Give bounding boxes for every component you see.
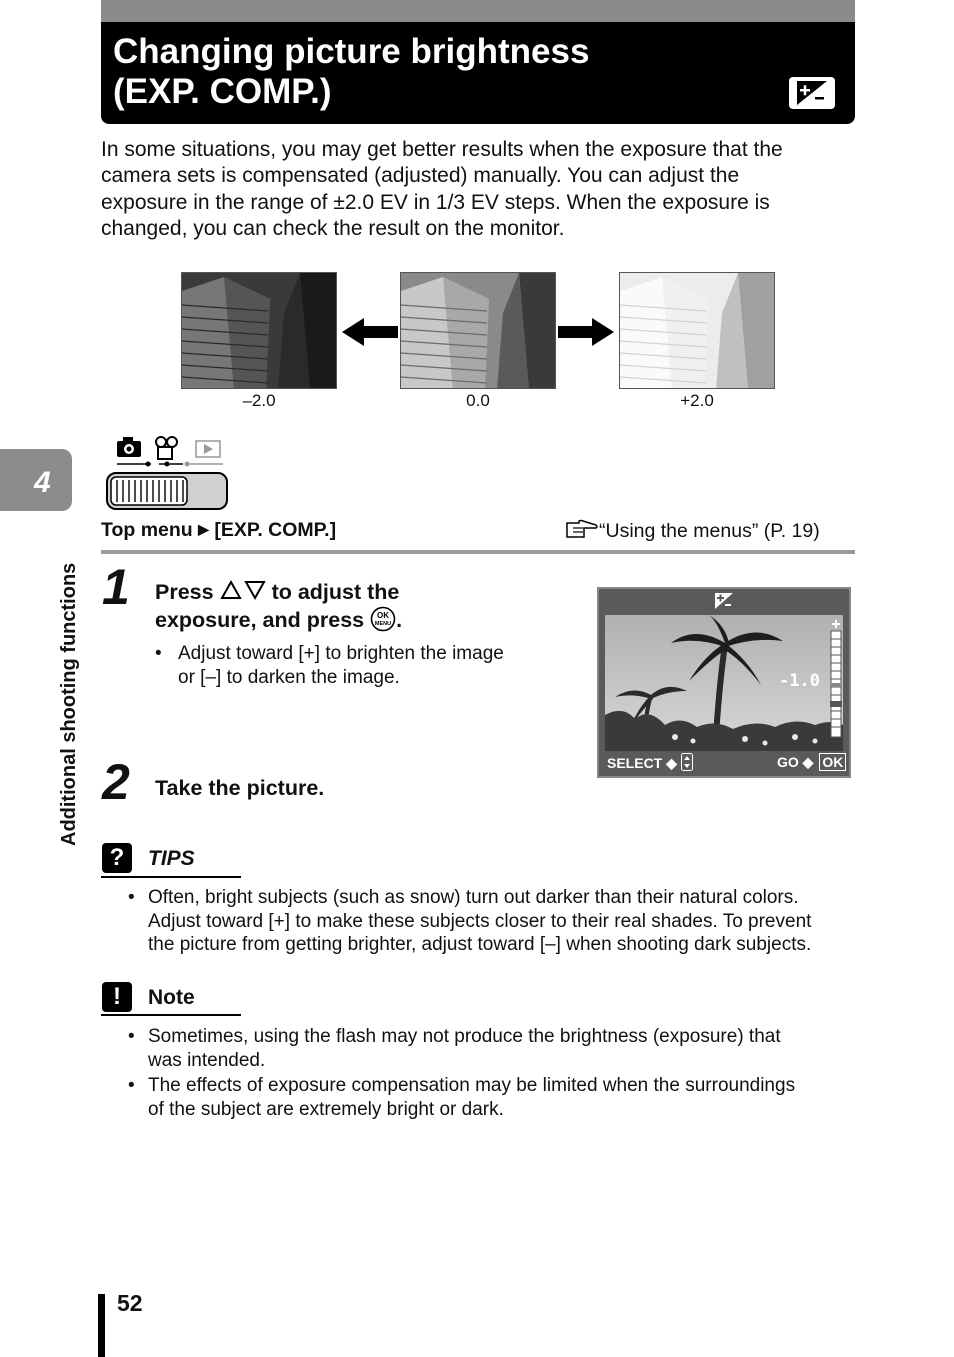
tips-line: Adjust toward [+] to make these subjects closer to their real shades. To prevent [148,910,812,932]
bullet-dot: • [128,887,135,908]
chapter-number: 4 [34,466,51,499]
ev-label: +2.0 [680,391,714,410]
lcd-exposure-icon [714,592,734,615]
lcd-go-label: GO [777,754,799,770]
diamond-arrow-icon: ◆ [666,755,677,771]
svg-text:MENU: MENU [375,621,392,627]
note-item [128,1074,858,1121]
svg-text:OK: OK [377,611,390,620]
note-line: The effects of exposure compensation may be limited when the surroundings [148,1075,796,1096]
example-photo-dark [181,272,337,389]
lcd-ok-label: OK [819,753,846,771]
diamond-arrow-icon: ◆ [802,754,814,770]
intro-line: camera sets is compensated (adjusted) manually. You can adjust the [101,164,740,188]
ok-menu-button-icon [370,606,396,639]
note-heading: Note [148,986,195,1009]
step-2-instruction: Take the picture. [155,776,325,800]
title-top-band [101,0,855,22]
note-item [128,1025,858,1072]
intro-line: exposure in the range of ±2.0 EV in 1/3 EV steps. When the exposure is [101,190,770,214]
tips-line: the picture from getting brighter, adjust toward [–] when shooting dark subjects. [148,934,812,955]
step-number: 1 [102,559,130,615]
step-1-press-label: Press [155,580,214,604]
exposure-compensation-icon [789,77,835,109]
section-divider [101,550,855,554]
page-number: 52 [117,1290,143,1316]
arrow-left-icon [342,318,398,351]
camera-monitor-screen [597,587,851,778]
step-1-tip-line: Adjust toward [+] to brighten the image [178,643,504,664]
step-1-instruction-line-1 [155,578,399,608]
tips-item [128,886,858,957]
intro-line: changed, you can check the result on the monitor. [101,216,565,240]
lcd-exposure-value: -1.0 [779,671,820,691]
ev-label: –2.0 [242,391,276,410]
menu-path [101,519,336,542]
tips-heading: TIPS [148,847,195,870]
chapter-title: Additional shooting functions [58,562,80,846]
lcd-go-hint [777,753,846,771]
note-line: was intended. [148,1049,266,1071]
question-mark-icon: ? [102,843,132,873]
tips-line: Often, bright subjects (such as snow) turn out darker than their natural colors. [148,887,799,908]
menu-path-start: Top menu [101,519,193,541]
step-1-instruction-line-2 [155,606,402,639]
up-down-key-icon [681,753,693,774]
page-number-bar [98,1294,105,1357]
lcd-select-hint [607,753,693,774]
intro-paragraph [101,137,861,242]
mode-dial-icon [105,433,231,518]
ev-label: 0.0 [466,391,490,410]
menu-reference [565,519,820,545]
step-1-exposure-label: exposure, and press [155,608,365,632]
pointing-hand-icon [565,519,599,545]
step-number: 2 [102,754,130,810]
title-box [101,22,855,124]
page-title-line-1: Changing picture brightness [113,32,590,71]
step-1-tip-line: or [–] to darken the image. [178,667,400,688]
page-title-line-2: (EXP. COMP.) [113,72,332,111]
intro-line: In some situations, you may get better results when the exposure that the [101,138,783,161]
bullet-dot: • [128,1026,135,1047]
step-1-tip [155,642,555,690]
triangle-right-icon: ▶ [198,521,209,537]
note-line: Sometimes, using the flash may not produce the brightness (exposure) that [148,1026,781,1047]
bullet-dot: • [155,643,162,664]
tips-underline [101,876,241,878]
bullet-dot: • [128,1075,135,1096]
step-1-adjust-label: to adjust the [271,580,400,604]
menu-reference-text: “Using the menus” (P. 19) [599,520,820,542]
note-underline [101,1014,241,1016]
example-photo-normal [400,272,556,389]
menu-path-end: [EXP. COMP.] [214,519,337,541]
arrow-right-icon [558,318,614,351]
exclamation-icon: ! [102,982,132,1012]
lcd-select-label: SELECT [607,755,663,771]
period: . [396,608,403,632]
example-photo-bright [619,272,775,389]
up-down-arrows-icon [220,579,266,608]
note-line: of the subject are extremely bright or dark. [148,1098,504,1120]
